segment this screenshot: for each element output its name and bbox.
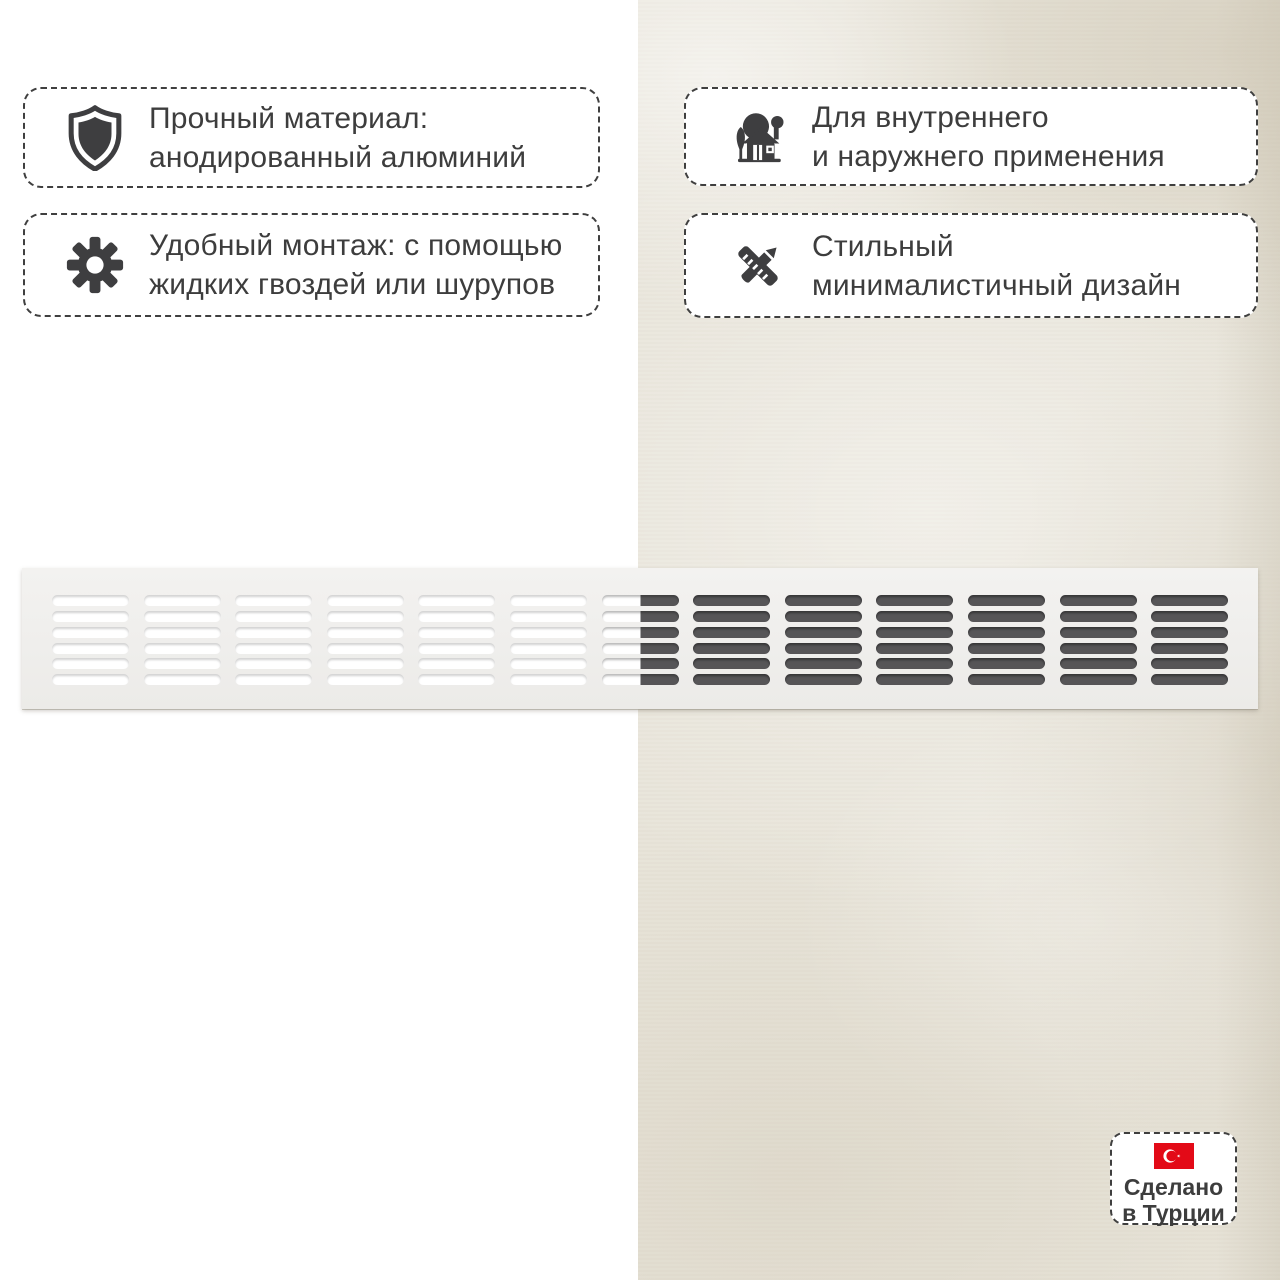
feature-text-material [149,99,526,177]
badge-line: Сделано [1123,1174,1224,1200]
grille-slot [1151,627,1228,638]
grille-slot [1151,643,1228,654]
grille-slot [235,643,312,654]
feature-text-mounting [149,226,562,304]
grille-slot [235,674,312,685]
grille-slot [327,658,404,669]
grille-slot [52,627,129,638]
house-icon [726,101,790,173]
grille-slot [418,658,495,669]
grille-slot [235,611,312,622]
grille-slot [144,674,221,685]
grille-slot [52,643,129,654]
grille-slot [418,674,495,685]
grille-slot [785,611,862,622]
grille-slot [1060,658,1137,669]
grille-slot [968,674,1045,685]
gear-icon [63,229,127,301]
grille-slot [1151,595,1228,606]
grille-slot [510,674,587,685]
feature-line: анодированный алюминий [149,140,527,174]
grille-slot [785,643,862,654]
grille-slot [510,611,587,622]
grille-slot [785,658,862,669]
grille-slot [1151,674,1228,685]
grille-slot [785,627,862,638]
grille-slot [1060,595,1137,606]
feature-line: Для внутреннего [812,100,1049,134]
grille-slot [602,611,679,622]
grille-slot [418,595,495,606]
grille-slot [1151,611,1228,622]
grille-slot [968,658,1045,669]
grille-slot [144,611,221,622]
grille-slot [327,674,404,685]
grille-slot [876,611,953,622]
grille-slot [144,643,221,654]
pencil-ruler-icon [726,230,790,302]
grille-slot [1060,643,1137,654]
grille-slot [510,658,587,669]
grille-slot [327,611,404,622]
grille-slot [52,658,129,669]
feature-line: и наружнего применения [812,139,1165,173]
feature-line: жидких гвоздей или шурупов [149,268,556,301]
grille-slot [693,595,770,606]
grille-slot [968,595,1045,606]
feature-text-usage [812,98,1165,176]
grille-slot [1060,611,1137,622]
grille-slot [785,674,862,685]
made-in-text [1122,1174,1225,1226]
ventilation-grille [22,568,1258,709]
grille-slot [327,627,404,638]
grille-slot [693,627,770,638]
grille-slot [418,643,495,654]
grille-slot [876,595,953,606]
grille-slot [693,674,770,685]
feature-line: Прочный материал: [149,101,429,135]
turkey-flag-icon [1154,1143,1194,1169]
grille-slot [52,674,129,685]
feature-line: минималистичный дизайн [812,268,1182,302]
feature-text-design [812,227,1181,305]
feature-card-design [684,213,1258,318]
feature-card-mounting [23,213,600,317]
grille-slot [510,595,587,606]
grille-slot [968,627,1045,638]
grille-slot [693,658,770,669]
grille-slot [876,627,953,638]
shield-icon [63,102,127,174]
grille-slot [327,595,404,606]
grille-slot [693,611,770,622]
grille-slot [52,595,129,606]
grille-slot [144,595,221,606]
grille-slot [510,643,587,654]
grille-slot [235,627,312,638]
grille-slot [968,643,1045,654]
feature-line: Удобный монтаж: с помощью [149,229,563,262]
grille-slot [1151,658,1228,669]
feature-line: Стильный [812,229,954,263]
grille-slot [510,627,587,638]
grille-slot [876,643,953,654]
grille-slot [693,643,770,654]
feature-card-material [23,87,600,188]
grille-slot [602,627,679,638]
grille-slot [418,627,495,638]
grille-slot [602,643,679,654]
grille-slot [876,658,953,669]
grille-slot [602,658,679,669]
grille-slot [235,658,312,669]
badge-line: в Турции [1122,1200,1225,1226]
grille-slot [602,674,679,685]
grille-slot [144,658,221,669]
grille-slot [235,595,312,606]
grille-slot [1060,674,1137,685]
grille-slot [876,674,953,685]
made-in-turkey-badge [1110,1132,1237,1225]
feature-card-usage [684,87,1258,186]
grille-slot [785,595,862,606]
grille-slot [968,611,1045,622]
grille-slot [418,611,495,622]
grille-slot [144,627,221,638]
grille-slot [602,595,679,606]
grille-slot [327,643,404,654]
grille-slot [52,611,129,622]
grille-slot [1060,627,1137,638]
